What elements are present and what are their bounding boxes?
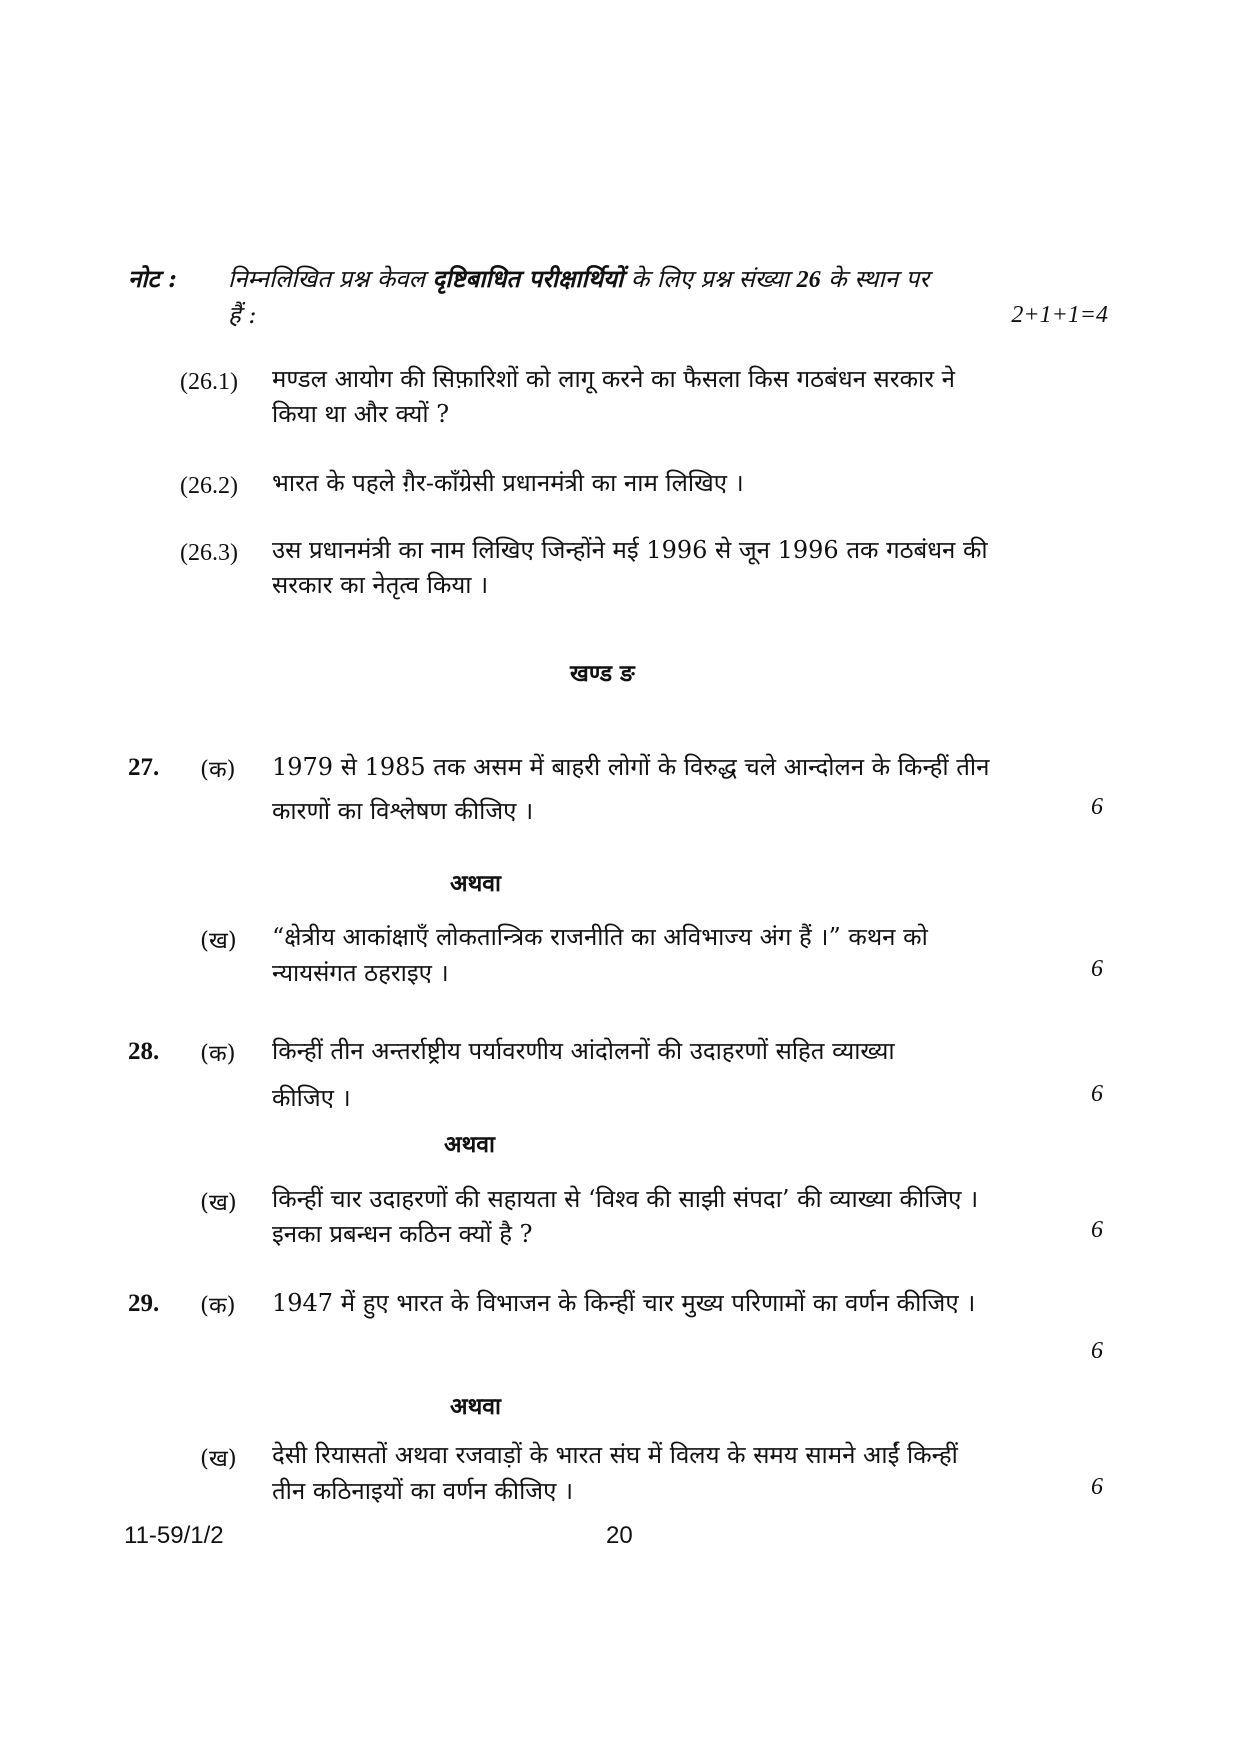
section-heading: खण्ड ङ bbox=[570, 660, 635, 687]
marks: 6 bbox=[1091, 1081, 1103, 1107]
question-text: 1947 में हुए भारत के विभाजन के किन्हीं चार मुख्य परिणामों का वर्णन कीजिए । bbox=[272, 1289, 976, 1317]
or-divider: अथवा bbox=[450, 870, 502, 897]
option-label: (क) bbox=[200, 1041, 236, 1067]
question-text: तीन कठिनाइयों का वर्णन कीजिए । bbox=[272, 1477, 574, 1505]
subquestion-text: उस प्रधानमंत्री का नाम लिखिए जिन्होंने मई 1996 से जून 1996 तक गठबंधन की bbox=[272, 536, 988, 564]
question-text: देसी रियासतों अथवा रजवाड़ों के भारत संघ में विलय के समय सामने आईं किन्हीं bbox=[272, 1441, 958, 1469]
marks: 6 bbox=[1091, 956, 1103, 982]
question-number: 28. bbox=[128, 1038, 160, 1065]
marks: 6 bbox=[1091, 1338, 1103, 1364]
subquestion-text: भारत के पहले ग़ैर-काँग्रेसी प्रधानमंत्री का नाम लिखिए । bbox=[272, 469, 744, 497]
question-text: “क्षेत्रीय आकांक्षाएँ लोकतान्त्रिक राजनीति का अविभाज्य अंग हैं ।” कथन को bbox=[272, 923, 928, 951]
option-label: (क) bbox=[200, 757, 236, 783]
marks: 6 bbox=[1091, 794, 1103, 820]
or-divider: अथवा bbox=[444, 1131, 496, 1158]
question-text: 1979 से 1985 तक असम में बाहरी लोगों के विरुद्ध चले आन्दोलन के किन्हीं तीन bbox=[272, 753, 990, 781]
marks: 6 bbox=[1091, 1474, 1103, 1500]
note-text-line2: हैं : bbox=[228, 301, 257, 329]
question-text: किन्हीं तीन अन्तर्राष्ट्रीय पर्यावरणीय आंदोलनों की उदाहरणों सहित व्याख्या bbox=[272, 1037, 895, 1065]
note-label: नोट : bbox=[128, 264, 177, 293]
option-label: (ख) bbox=[200, 928, 237, 954]
paper-code: 11-59/1/2 bbox=[124, 1522, 224, 1549]
subquestion-number: (26.3) bbox=[180, 540, 238, 566]
question-text: न्यायसंगत ठहराइए । bbox=[272, 959, 449, 987]
subquestion-text: मण्डल आयोग की सिफ़ारिशों को लागू करने का फैसला किस गठबंधन सरकार ने bbox=[272, 365, 955, 393]
note-text: निम्नलिखित प्रश्न केवल दृष्टिबाधित परीक्षार्थियों के लिए प्रश्न संख्या 26 के स्थान पर bbox=[228, 264, 930, 293]
page-number: 20 bbox=[606, 1522, 633, 1549]
question-text: किन्हीं चार उदाहरणों की सहायता से ‘विश्व की साझी संपदा’ की व्याख्या कीजिए । bbox=[272, 1185, 979, 1213]
option-label: (ख) bbox=[200, 1446, 237, 1472]
question-text: कीजिए । bbox=[272, 1084, 351, 1112]
note-marks: 2+1+1=4 bbox=[1011, 302, 1108, 328]
or-divider: अथवा bbox=[450, 1393, 502, 1420]
subquestion-number: (26.1) bbox=[180, 369, 238, 395]
subquestion-text: सरकार का नेतृत्व किया । bbox=[272, 571, 489, 599]
option-label: (क) bbox=[200, 1293, 236, 1319]
question-text: कारणों का विश्लेषण कीजिए । bbox=[272, 797, 534, 825]
question-number: 27. bbox=[128, 754, 160, 781]
marks: 6 bbox=[1091, 1217, 1103, 1243]
subquestion-number: (26.2) bbox=[180, 473, 238, 499]
subquestion-text: किया था और क्यों ? bbox=[272, 400, 450, 428]
question-number: 29. bbox=[128, 1290, 160, 1317]
option-label: (ख) bbox=[200, 1190, 237, 1216]
question-text: इनका प्रबन्धन कठिन क्यों है ? bbox=[272, 1220, 533, 1248]
